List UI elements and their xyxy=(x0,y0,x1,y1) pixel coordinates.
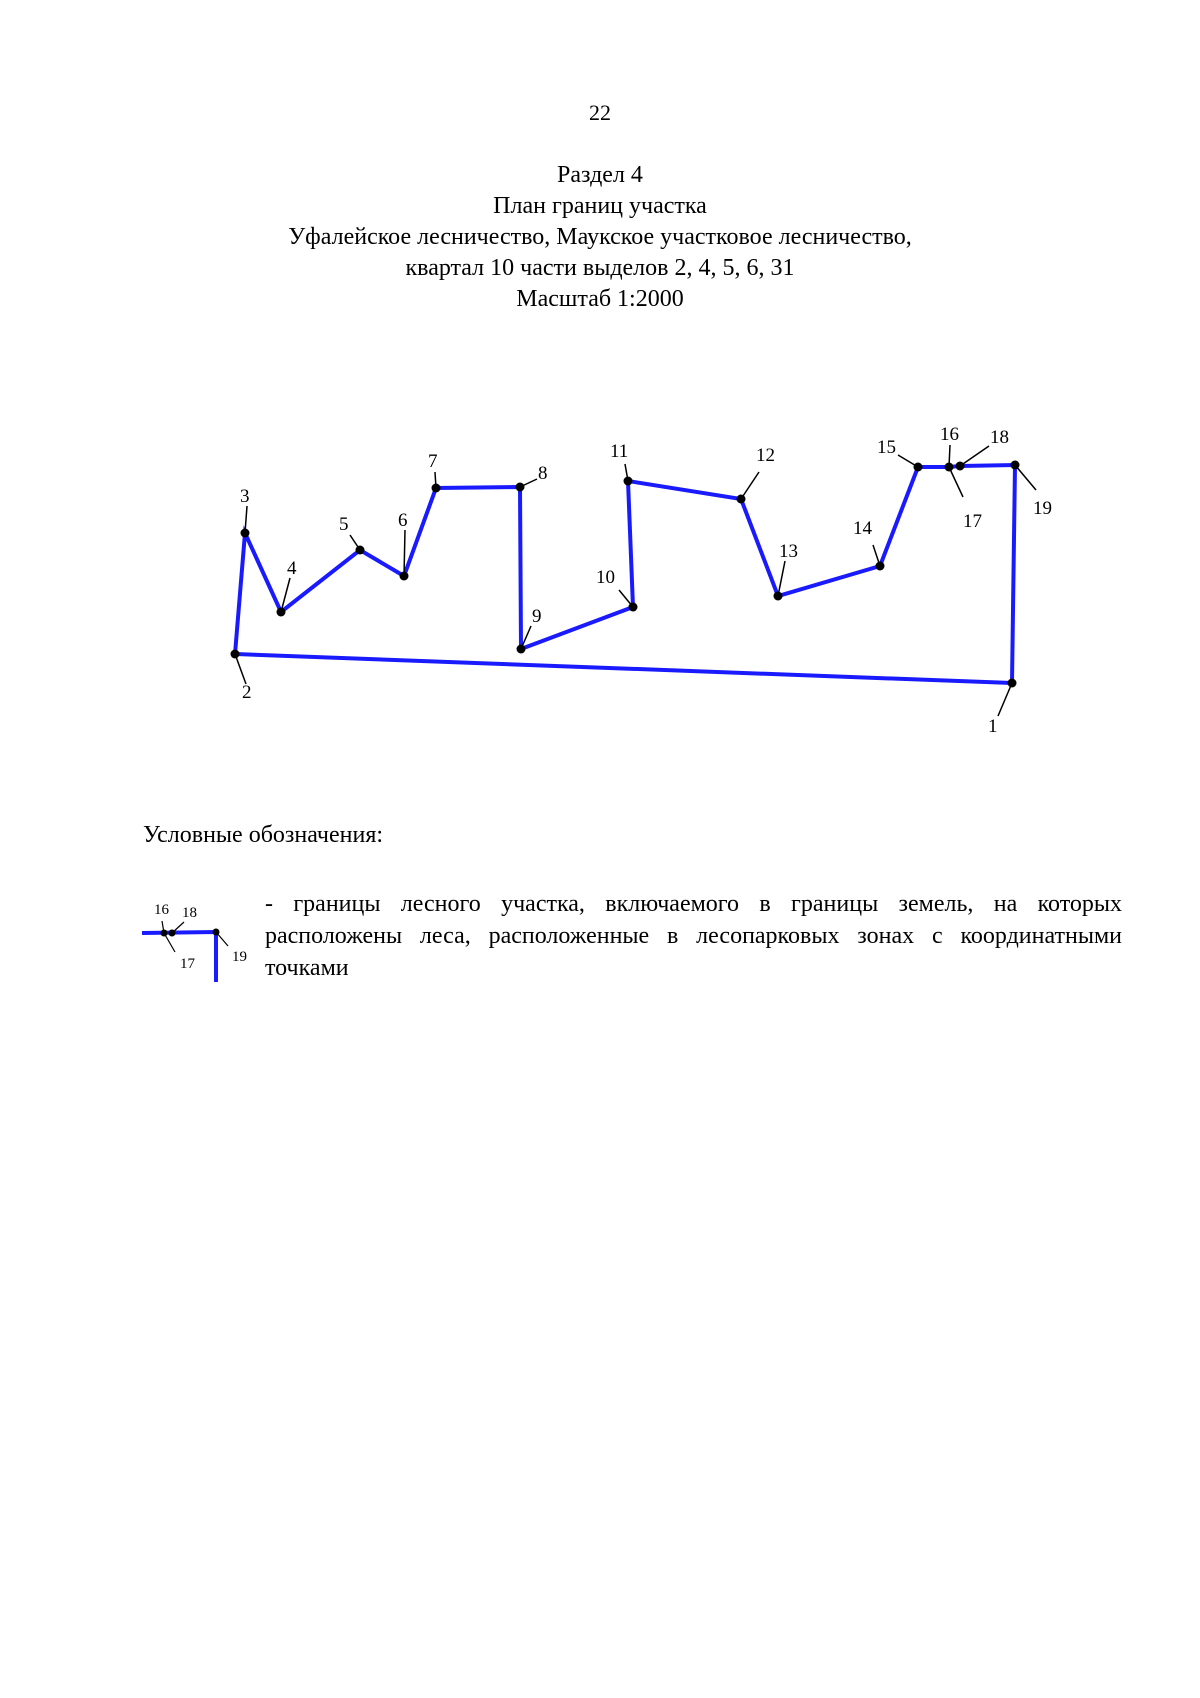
legend-boundary-line xyxy=(142,932,216,982)
legend-label-18: 18 xyxy=(182,905,197,921)
point-label-12: 12 xyxy=(756,445,775,466)
boundary-plan xyxy=(0,0,1200,780)
boundary-point xyxy=(400,572,409,581)
boundary-point xyxy=(737,495,746,504)
section-heading: Раздел 4 xyxy=(557,162,643,188)
boundary-point xyxy=(956,462,965,471)
point-label-8: 8 xyxy=(538,463,548,484)
point-label-17: 17 xyxy=(963,511,982,532)
page-number: 22 xyxy=(589,100,611,125)
legend-description: - границы лесного участка, включаемого в границы земель, на которых расположены леса, расположенные в лесопарковых зонах с координатными точками xyxy=(265,891,1122,981)
boundary-point xyxy=(945,463,954,472)
boundary-point xyxy=(231,650,240,659)
boundary-point xyxy=(1008,679,1017,688)
point-label-11: 11 xyxy=(610,441,629,462)
boundary-point xyxy=(356,546,365,555)
boundary-point xyxy=(914,463,923,472)
point-label-3: 3 xyxy=(240,486,250,507)
boundary-point xyxy=(241,529,250,538)
point-labels xyxy=(240,424,1052,737)
forestry-line: Уфалейское лесничество, Маукское участковое лесничество, xyxy=(288,224,912,250)
point-label-5: 5 xyxy=(339,514,349,535)
boundary-point xyxy=(1011,461,1020,470)
point-label-7: 7 xyxy=(428,451,438,472)
point-label-16: 16 xyxy=(940,424,959,445)
boundary-point xyxy=(277,608,286,617)
legend-title: Условные обозначения: xyxy=(143,822,384,848)
legend-label-16: 16 xyxy=(154,902,169,918)
scale-line: Масштаб 1:2000 xyxy=(516,286,684,312)
boundary-point xyxy=(516,483,525,492)
legend-label-17: 17 xyxy=(180,956,195,972)
point-label-6: 6 xyxy=(398,510,408,531)
point-label-2: 2 xyxy=(242,682,252,703)
point-label-19: 19 xyxy=(1033,498,1052,519)
point-label-18: 18 xyxy=(990,427,1009,448)
legend-boundary-icon xyxy=(138,890,258,990)
point-label-4: 4 xyxy=(287,558,297,579)
boundary-point xyxy=(629,603,638,612)
point-label-15: 15 xyxy=(877,437,896,458)
quarter-line: квартал 10 части выделов 2, 4, 5, 6, 31 xyxy=(405,255,795,281)
plan-title: План границ участка xyxy=(493,193,707,219)
boundary-points xyxy=(231,461,1020,688)
point-label-14: 14 xyxy=(853,518,872,539)
boundary-line xyxy=(235,465,1015,683)
legend-label-19: 19 xyxy=(232,949,247,965)
point-label-1: 1 xyxy=(988,716,998,737)
leader-lines xyxy=(235,445,1036,716)
point-label-10: 10 xyxy=(596,567,615,588)
point-label-9: 9 xyxy=(532,606,542,627)
boundary-point xyxy=(624,477,633,486)
boundary-point xyxy=(517,645,526,654)
point-label-13: 13 xyxy=(779,541,798,562)
boundary-point xyxy=(432,484,441,493)
boundary-point xyxy=(876,562,885,571)
boundary-point xyxy=(774,592,783,601)
